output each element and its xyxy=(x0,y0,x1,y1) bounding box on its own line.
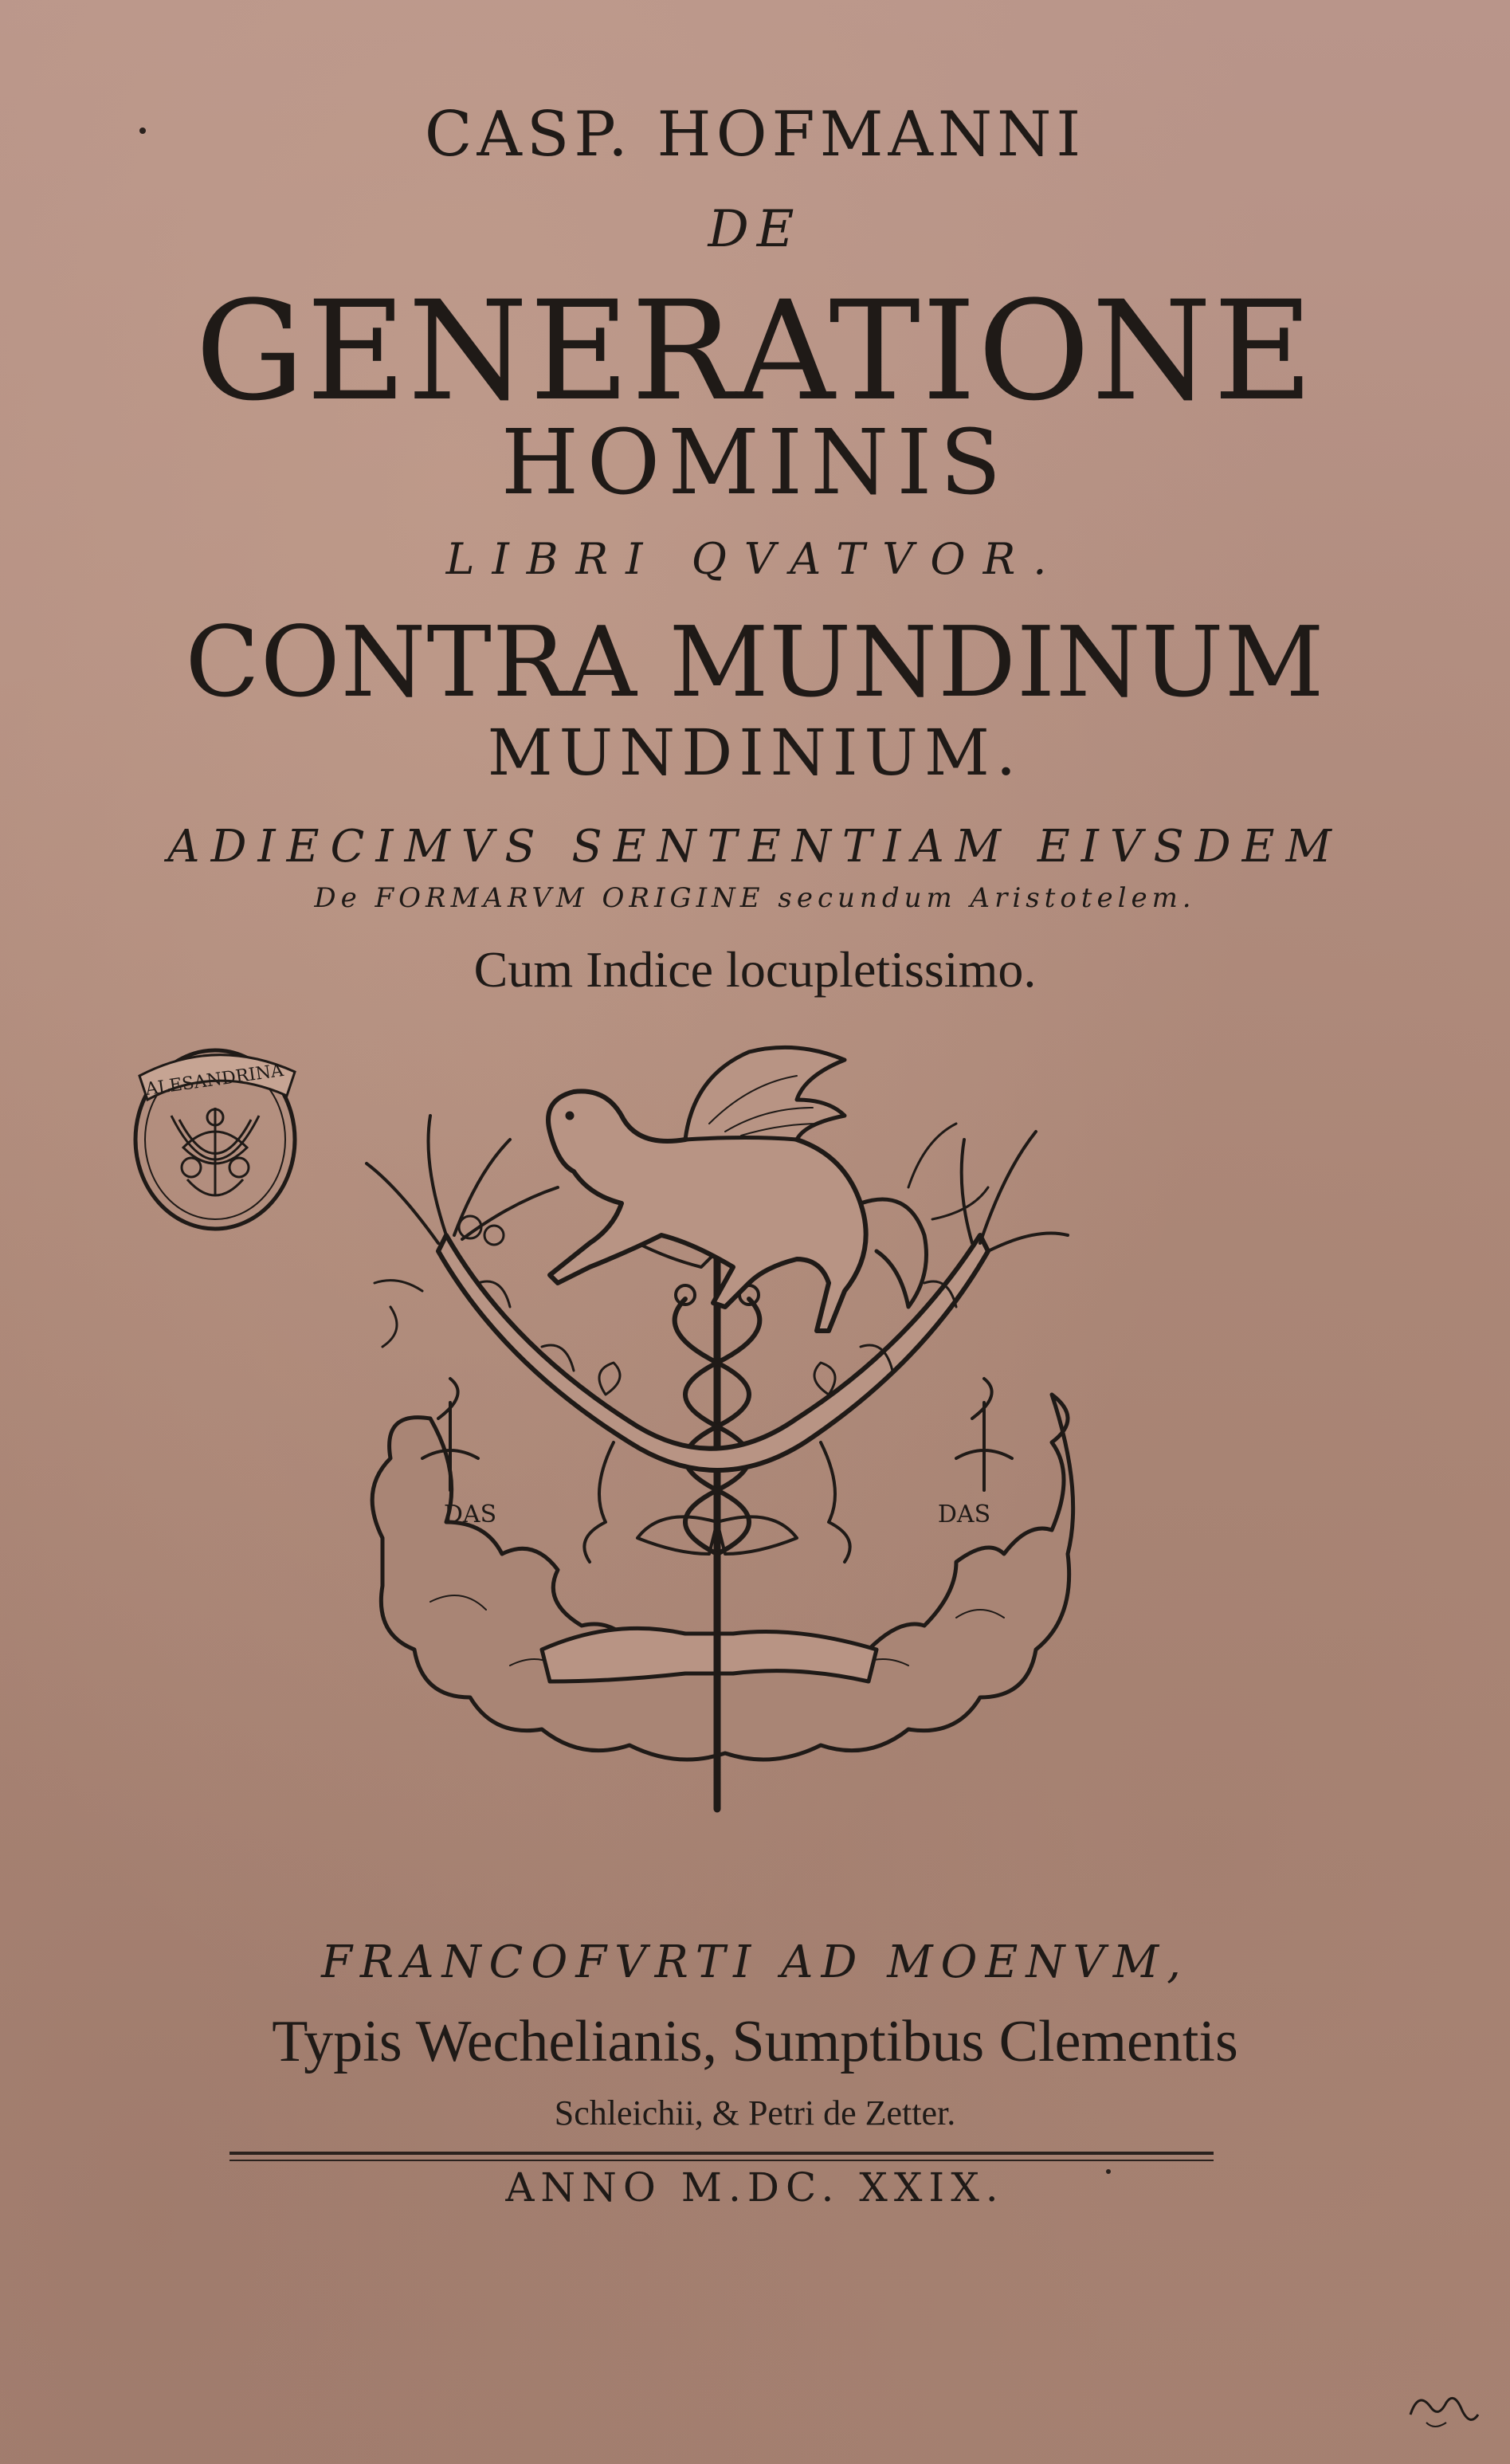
printer-line: Typis Wechelianis, Sumptibus Clementis xyxy=(272,2009,1238,2074)
ink-dot xyxy=(139,128,146,134)
de-line: DE xyxy=(708,200,802,259)
year-line: ANNO M.DC. XXIX. xyxy=(505,2164,1005,2211)
formarum-line: De FORMARVM ORIGINE secundum Aristotelem. xyxy=(314,882,1196,914)
ink-dot xyxy=(1106,2169,1111,2174)
main-title-line-1: GENERATIONE xyxy=(194,271,1316,431)
libri-line: LIBRI QVATVOR. xyxy=(445,534,1065,584)
emblem-monogram-left: DAS xyxy=(443,1501,497,1528)
emblem-monogram-right: DAS xyxy=(937,1501,991,1528)
pegasus-caduceus-emblem-icon xyxy=(351,1044,1084,1849)
main-title-line-2: HOMINIS xyxy=(500,411,1010,515)
contra-line-1: CONTRA MUNDINUM xyxy=(185,606,1325,719)
library-stamp-icon xyxy=(124,1028,307,1235)
place-line: FRANCOFVRTI AD MOENVM, xyxy=(321,1936,1189,1988)
publishers-line: Schleichii, & Petri de Zetter. xyxy=(554,2093,956,2132)
author-line: CASP. HOFMANNI xyxy=(424,99,1086,171)
contra-line-2: MUNDINIUM. xyxy=(487,716,1023,790)
handwritten-mark-icon xyxy=(1402,2383,1482,2438)
rule-thin xyxy=(229,2160,1214,2161)
stamp-inscription: ALESANDRINA xyxy=(143,1061,285,1101)
index-line: Cum Indice locupletissimo. xyxy=(473,941,1037,998)
adiecimus-line: ADIECIMVS SENTENTIAM EIVSDEM xyxy=(167,821,1343,873)
rule-thick xyxy=(229,2152,1214,2155)
